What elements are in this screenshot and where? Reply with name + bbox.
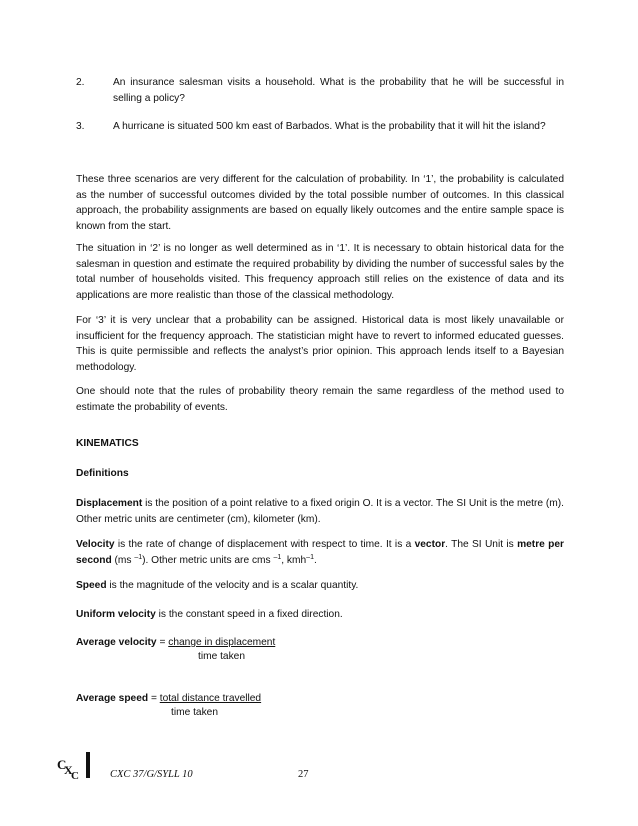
definition-displacement: Displacement is the position of a point relative to a fixed origin O. It is a vector. The SI Unit is the metre (m). Other metric units are centimeter (cm), kilometer (km). bbox=[76, 498, 564, 525]
item-number-2: 2. bbox=[76, 77, 85, 88]
svg-text:X: X bbox=[64, 763, 73, 777]
svg-text:C: C bbox=[57, 757, 67, 772]
item-text-3: A hurricane is situated 500 km east of Barbados. What is the probability that it will hit the island? bbox=[113, 121, 546, 132]
item-text-2: An insurance salesman visits a household. What is the probability that he will be successful in selling a policy? bbox=[113, 77, 564, 104]
paragraph-rules-note: One should note that the rules of probability theory remain the same regardless of the method used to estimate the probability of events. bbox=[76, 386, 564, 413]
section-heading: KINEMATICS bbox=[76, 438, 139, 449]
item-number-3: 3. bbox=[76, 121, 85, 132]
cxc-logo bbox=[56, 756, 84, 782]
paragraph-bayesian: For ‘3’ it is very unclear that a probability can be assigned. Historical data is most likely unavailable or insufficient for the frequency approach. The statistician might have to revert to informed educated guesses. This is quite permissible and reflects the analyst’s prior opinion. This approach lends itself to a Bayesian methodology. bbox=[76, 315, 564, 373]
formula-average-velocity-denominator: time taken bbox=[198, 651, 245, 662]
paragraph-frequency: The situation in ‘2’ is no longer as well determined as in ‘1’. It is necessary to obtain historical data for the salesman in question and estimate the required probability by dividing the number of successful sales by the total number of households visited. This frequency approach still relies on the existence of data and its applications are more realistic than those of the classical methodology. bbox=[76, 243, 564, 301]
svg-text:C: C bbox=[71, 770, 79, 782]
formula-average-speed-denominator: time taken bbox=[171, 707, 218, 718]
footer-syllabus-code: CXC 37/G/SYLL 10 bbox=[110, 769, 193, 780]
subsection-heading: Definitions bbox=[76, 468, 129, 479]
definition-uniform-velocity: Uniform velocity is the constant speed in a fixed direction. bbox=[76, 609, 343, 620]
formula-average-velocity: Average velocity = change in displacement bbox=[76, 637, 276, 648]
footer-divider bbox=[86, 752, 90, 778]
definition-speed: Speed is the magnitude of the velocity and is a scalar quantity. bbox=[76, 580, 359, 591]
page-number: 27 bbox=[298, 769, 309, 780]
definition-velocity: Velocity is the rate of change of displacement with respect to time. It is a vector. The SI Unit is metre per second (ms $^{-1}$). Other metric units are cms $^{-1}$, kmh$^{-1}$. bbox=[76, 539, 564, 566]
formula-average-speed: Average speed = total distance travelled bbox=[76, 693, 262, 704]
paragraph-classical: These three scenarios are very different for the calculation of probability. In ‘1’, the probability is calculated as the number of successful outcomes divided by the total possible number of outcomes. In this classical approach, the probability assignments are based on equally likely outcomes and the entire sample space is known from the start. bbox=[76, 174, 564, 232]
